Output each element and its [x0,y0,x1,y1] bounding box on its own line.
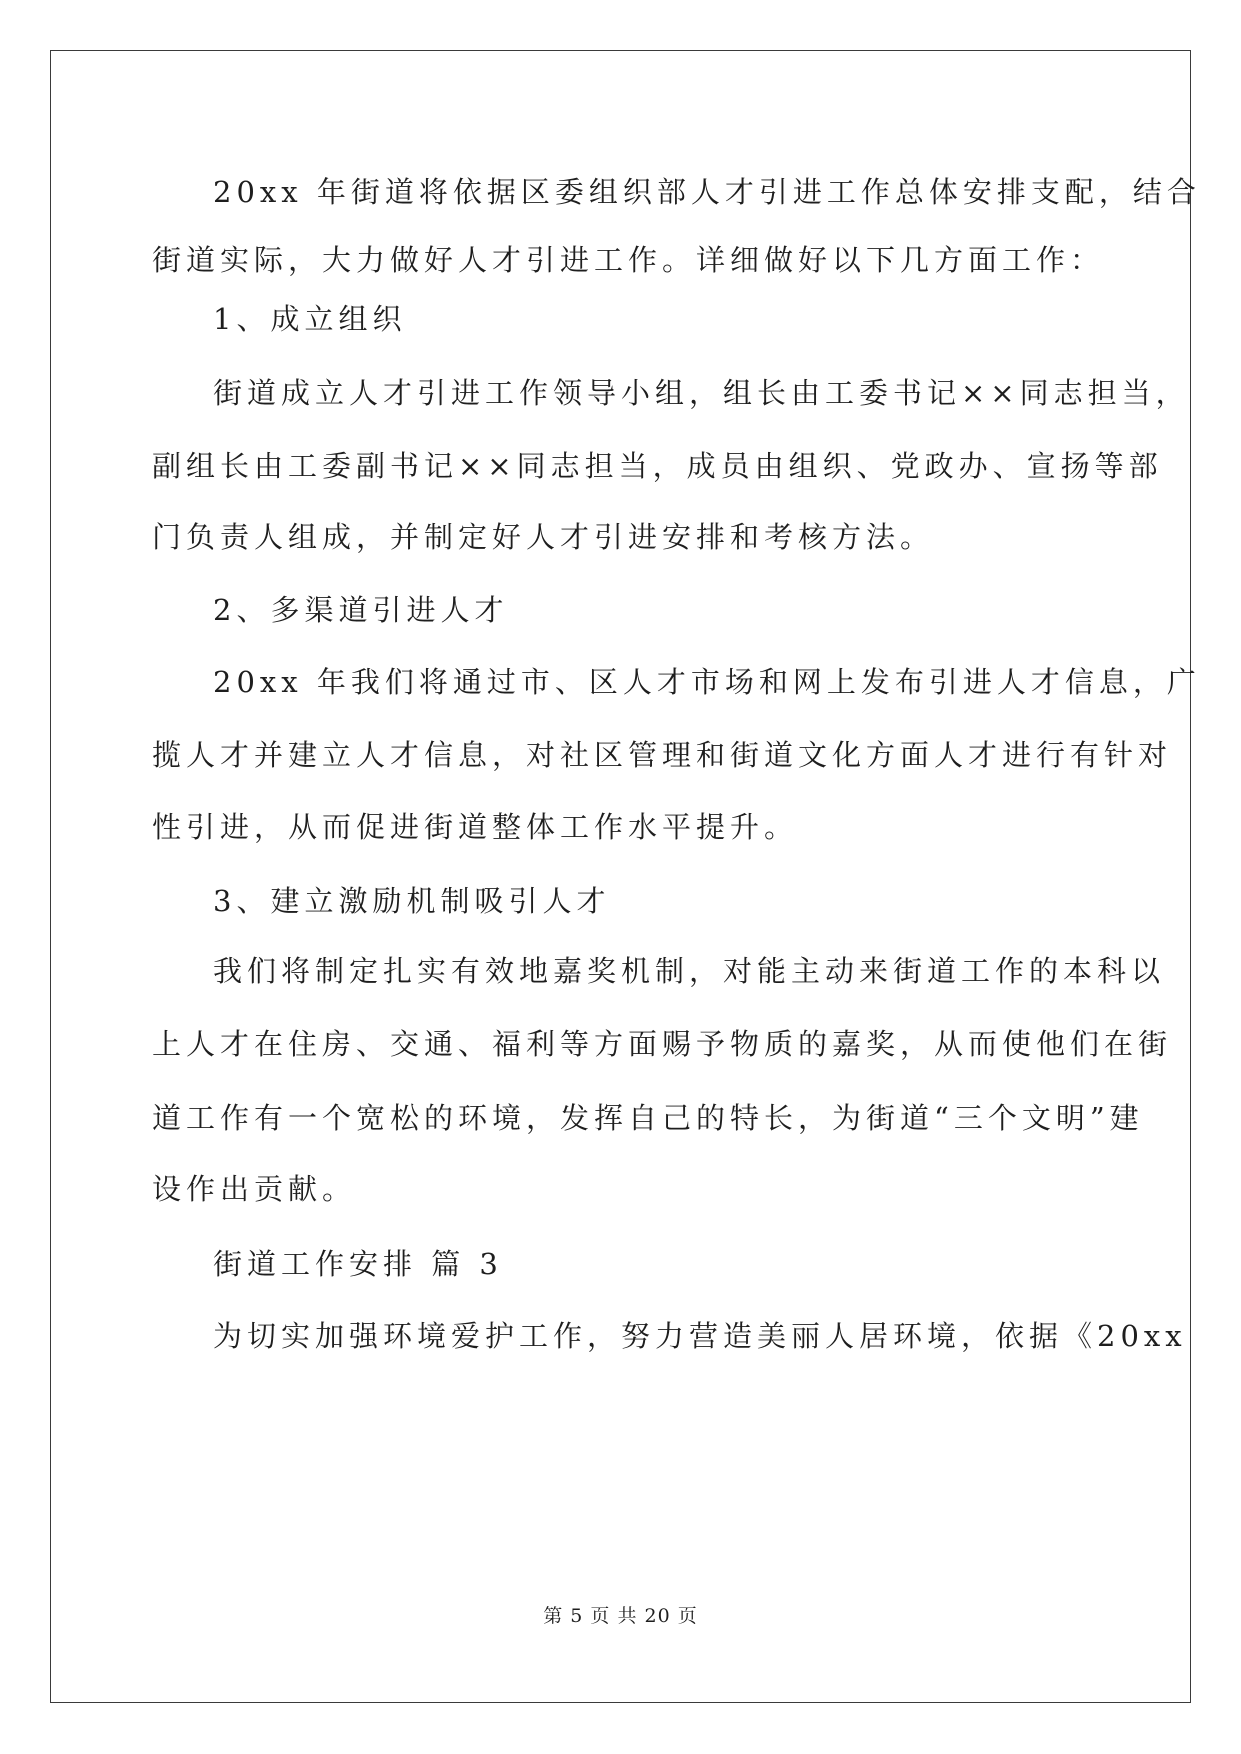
body-text-line: 20xx 年街道将依据区委组织部人才引进工作总体安排支配，结合 [213,175,1201,209]
body-text-line: 街道实际，大力做好人才引进工作。详细做好以下几方面工作： [152,243,1105,277]
body-text-line: 20xx 年我们将通过市、区人才市场和网上发布引进人才信息，广 [213,665,1201,699]
body-text-line: 门负责人组成，并制定好人才引进安排和考核方法。 [152,520,935,554]
body-text-line: 街道成立人才引进工作领导小组，组长由工委书记××同志担当， [213,376,1190,410]
body-text-line: 副组长由工委副书记××同志担当，成员由组织、党政办、宣扬等部 [152,449,1163,483]
body-text-line: 道工作有一个宽松的环境，发挥自己的特长，为街道“三个文明”建 [152,1101,1144,1135]
body-text-line: 上人才在住房、交通、福利等方面赐予物质的嘉奖，从而使他们在街 [152,1027,1173,1061]
page-number-footer: 第 5 页 共 20 页 [543,1605,698,1627]
body-text-line: 揽人才并建立人才信息，对社区管理和街道文化方面人才进行有针对 [152,738,1173,772]
body-text-line: 设作出贡献。 [152,1172,357,1206]
article-title: 街道工作安排 篇 3 [213,1247,503,1281]
page-border [50,50,1191,1703]
section-heading: 1、成立组织 [213,302,407,336]
section-heading: 3、建立激励机制吸引人才 [213,884,611,918]
body-text-line: 性引进，从而促进街道整体工作水平提升。 [152,810,799,844]
body-text-line: 我们将制定扎实有效地嘉奖机制，对能主动来街道工作的本科以 [213,954,1166,988]
section-heading: 2、多渠道引进人才 [213,593,509,627]
body-text-line: 为切实加强环境爱护工作，努力营造美丽人居环境，依据《20xx [213,1319,1187,1353]
